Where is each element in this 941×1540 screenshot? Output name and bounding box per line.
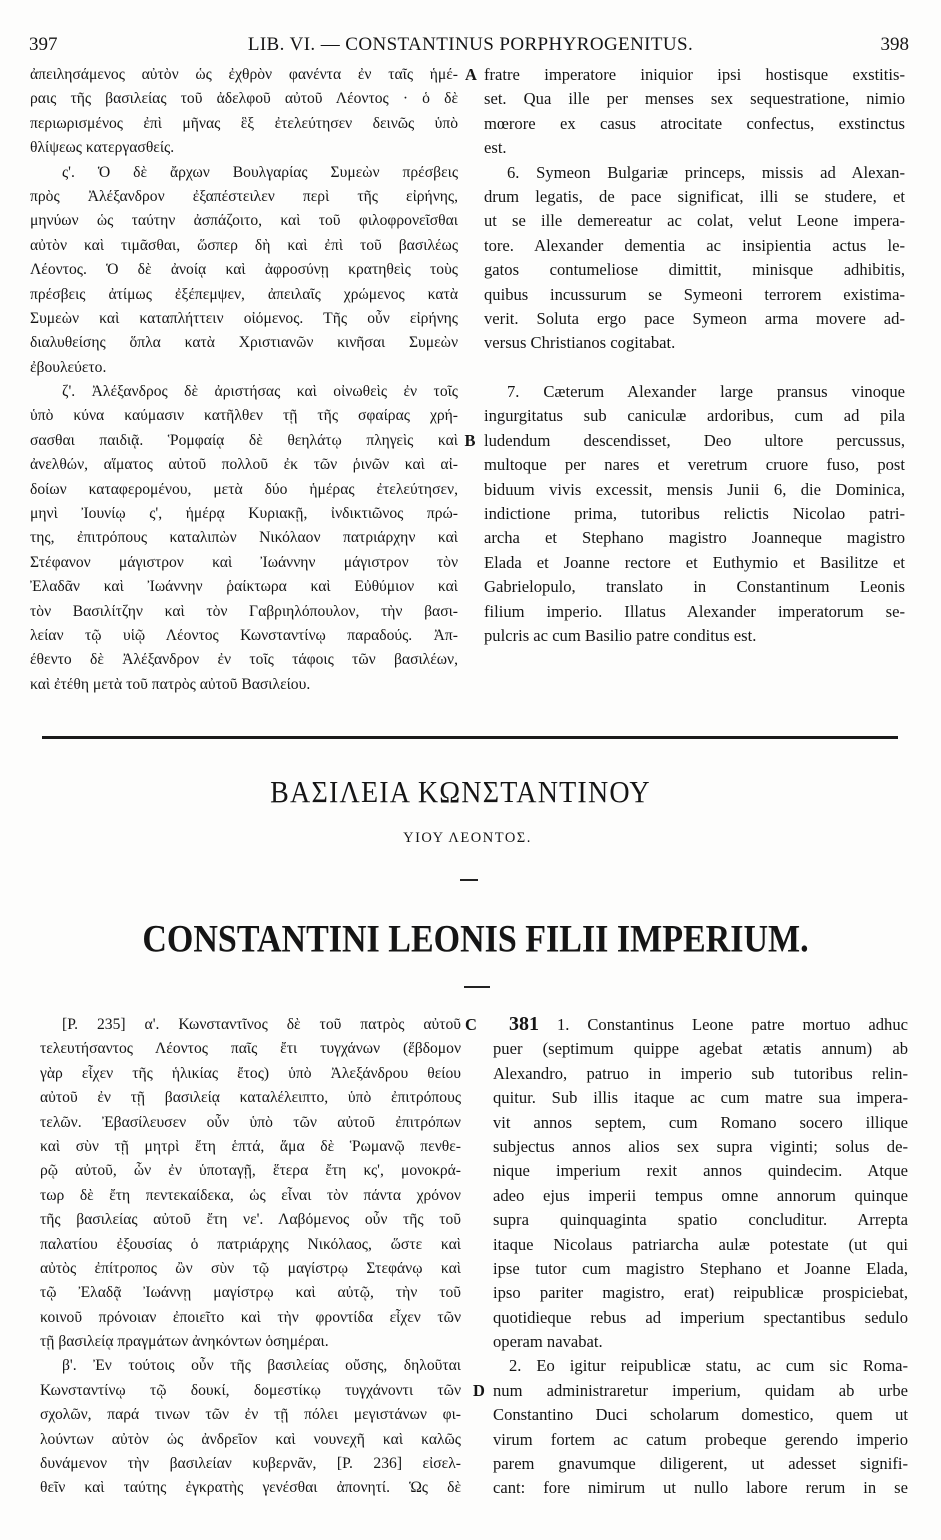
latin-line: mœrore ex casus atrocitate confectus, exstinctus <box>484 113 905 133</box>
latin-line: biduum vivis excessit, mensis Junii 6, die Dominica, <box>484 479 905 499</box>
greek-line: θεῖν καὶ ταύτης ἐγκρατὴς γενέσθαι ἀπονητί. Ὡς δὲ <box>40 1479 461 1497</box>
greek-line: λούντων αὐτὸν ὡς ἀνδρεῖον καὶ νουνεχῆ καὶ καλῶς <box>40 1430 461 1448</box>
greek-line: κοινοῦ πρόνοιαν ἐποιεῖτο καὶ τὴν φροντίδα εἶχεν τῶν <box>40 1308 461 1326</box>
latin-line: pulcris ac cum Basilio patre conditus est. <box>484 625 757 645</box>
latin-line: ipso pariter magistro, erat) reipublicæ prospiciebat, <box>493 1283 908 1303</box>
latin-line: num administraretur imperium, quidam ab urbe <box>493 1380 908 1400</box>
title-dash <box>460 879 478 881</box>
latin-line: supra quinquaginta spatio concluditur. Arrepta <box>493 1210 908 1230</box>
latin-line: quibus incussurum se Symeoni terrorem existima- <box>484 284 905 304</box>
latin-line: ingurgitatus sub caniculæ ardoribus, cum ad pila <box>484 406 905 426</box>
latin-line: archa et Stephano magistro Joanneque magistro <box>484 528 905 548</box>
greek-line: ς'. Ὁ δὲ ἄρχων Βουλγαρίας Συμεὼν πρέσβεις <box>62 163 458 181</box>
greek-line: περιωρισμένος ἐπὶ μῆνας ἓξ ἐτελεύτησεν δεινῶς ὑπὸ <box>30 114 458 132</box>
margin-letter: C <box>465 1015 477 1034</box>
greek-line: ζ'. Ἀλέξανδρος δὲ ἀριστήσας καὶ οἰνωθεὶς ἐν τοῖς <box>62 383 458 401</box>
latin-line: quitur. Sub illis itaque ac cum matre sua impera- <box>493 1088 908 1108</box>
greek-column-bottom <box>40 1013 461 1501</box>
greek-line: ἀπειλησάμενος αὐτὸν ὡς ἐχθρὸν φανέντα ἐν ταῖς ἡμέ- <box>30 66 458 83</box>
latin-line-first <box>493 1013 908 1037</box>
latin-line: indictione prima, tutoribus relictis Nicolao patri- <box>484 504 905 524</box>
greek-line: καὶ σὺν τῇ μητρὶ ἔτη ἑπτά, ἅμα δὲ Ῥωμανῷ πενθε- <box>40 1137 461 1155</box>
greek-line: τωρ δὲ ἔτη πεντεκαίδεκα, ὡς εἶναι τὸν πάντα χρόνον <box>40 1186 461 1204</box>
latin-line: filium imperio. Illatus Alexander imperatorum se- <box>484 601 905 621</box>
greek-line: Στέφανον μάγιστρον καὶ Ἰωάννην μάγιστρον τὸν <box>30 553 458 571</box>
latin-line: Gabrielopulo, translato in Constantinum Leonis <box>484 577 905 597</box>
latin-line: versus Christianos cogitabat. <box>484 333 676 353</box>
latin-line: cant: fore nimirum ut nullo labore rerum in se <box>493 1478 908 1498</box>
column-number: 381 <box>509 1013 539 1035</box>
latin-line: 2. Eo igitur reipublicæ statu, ac cum sic Roma- <box>509 1356 908 1376</box>
latin-line: virum fortem ac catum probeque gerendo imperio <box>493 1429 908 1449</box>
greek-line: Κωνσταντίνῳ τῷ δουκί, δομεστίκῳ τυγχάνοντι τῶν <box>40 1381 461 1399</box>
greek-line: αὐτοῦ ἐν τῇ βασιλείᾳ καταλέλειπτο, ὑπὸ ἐπιτρόπους <box>40 1089 461 1107</box>
latin-line: set. Qua ille per menses sex sequestratione, nimio <box>484 89 905 109</box>
greek-line: παλατίου ἐξουσίας ὁ πατριάρχης Νικόλαος, ὥστε καὶ <box>40 1235 461 1253</box>
title-dash <box>464 986 490 988</box>
latin-column-bottom <box>493 1013 908 1501</box>
greek-line: θλίψεως κατεργασθείς. <box>30 139 175 157</box>
greek-line: πρὸς Ἀλέξανδρον ἐξαπέστειλεν περὶ τῆς εἰρήνης, <box>30 187 458 205</box>
latin-column-top <box>484 63 905 648</box>
greek-line: ὑπὸ κύνα καύμασιν κατῆλθεν τῇ τῆς σφαίρας χρή- <box>30 407 458 425</box>
greek-line: μηνὶ Ἰουνίῳ ς', ἡμέρᾳ Κυριακῇ, ἰνδικτιῶνος πρώ- <box>30 505 458 523</box>
section-rule <box>42 736 898 739</box>
greek-line: αὐτὸν καὶ τιμᾶσθαι, ὥσπερ δὴ καὶ ἐπὶ τοῦ βασιλέως <box>30 236 458 254</box>
title-latin: CONSTANTINI LEONIS FILII IMPERIUM. <box>142 918 809 961</box>
margin-letter: D <box>473 1381 485 1400</box>
greek-line: Συμεὼν καὶ καταπλήττειν οἰόμενος. Τῆς οὖν εἰρήνης <box>30 309 458 327</box>
latin-line: vit annos septem, cum Romano socero illique <box>493 1112 908 1132</box>
latin-line: Constantino Duci scholarum domestico, quem ut <box>493 1405 908 1425</box>
latin-line: operam navabat. <box>493 1332 603 1352</box>
greek-line: καὶ ἐτέθη μετὰ τοῦ πατρὸς αὐτοῦ Βασιλείου. <box>30 675 311 693</box>
blank-line <box>484 356 905 380</box>
greek-line: της, ἐπιτρόπους καταλιπὼν Νικόλαον πατριάρχην καὶ <box>30 529 458 547</box>
latin-line: fratre imperatore iniquior ipsi hostisque exstitis- <box>484 65 905 84</box>
greek-line: [P. 235] α'. Κωνσταντῖνος δὲ τοῦ πατρὸς αὐτοῦ <box>62 1016 461 1033</box>
greek-line: σασθαι παιδιᾷ. Ῥομφαίᾳ δὲ θεηλάτῳ πληγεὶς καὶ <box>30 431 458 449</box>
latin-line: ipse tutor cum magistro Stephano et Joanne Elada, <box>493 1258 908 1278</box>
latin-line-text: 1. Constantinus Leone patre mortuo adhuc <box>556 1015 908 1034</box>
greek-line: σχολῶν, παρά τινων τῶν ἐν τῇ πόλει μεγιστάνων φι- <box>40 1406 461 1424</box>
greek-line: λείαν τῷ υἱῷ Λέοντος Κωνσταντίνῳ παραδούς. Ἀπ- <box>30 626 458 644</box>
greek-line: Ἐλαδᾶν καὶ Ἰωάννην ῥαίκτωρα καὶ Εὐθύμιον καὶ <box>30 578 458 596</box>
greek-line: δυνάμενον τὴν βασιλείαν κυβερνᾶν, [P. 236] εἰσελ- <box>40 1455 461 1473</box>
greek-line: δοίων καταφερομένου, μετὰ δύο ἡμέρας ἐτελεύτησεν, <box>30 480 458 498</box>
greek-line: ἐβουλεύετο. <box>30 358 107 376</box>
greek-line: τῷ Ἐλαδᾷ Ἰωάννῃ μαγίστρῳ καὶ αὐτῷ, τὴν τοῦ <box>40 1284 461 1302</box>
greek-line: γὰρ εἶχεν τῆς ἡλικίας ἔτος) ὑπὸ Ἀλεξάνδρου θείου <box>40 1064 461 1082</box>
greek-line: τῆς βασιλείας αὐτοῦ ἔτη νε'. Λαβόμενος οὖν τῆς τοῦ <box>40 1211 461 1229</box>
greek-line: Λέοντος. Ὁ δὲ ἀνοίᾳ καὶ ἀφροσύνῃ κρατηθεὶς τοὺς <box>30 261 458 279</box>
latin-line: ut se ille demereatur ac colat, velut Leone impera- <box>484 211 905 231</box>
latin-line: puer (septimum quippe agebat ætatis annum) ab <box>493 1039 908 1059</box>
greek-line: β'. Ἐν τούτοις οὖν τῆς βασιλείας οὔσης, δηλοῦται <box>62 1357 461 1375</box>
title-greek: ΒΑΣΙΛΕΙΑ ΚΩΝΣΤΑΝΤΙΝΟΥ <box>270 775 651 810</box>
greek-line: ἀνελθών, αἵματος αὐτοῦ πολλοῦ ἐκ τῶν ῥινῶν καὶ αἰ- <box>30 456 458 474</box>
latin-line: Alexandro, patruo in imperio sub tutoribus relin- <box>493 1063 908 1083</box>
margin-letter: B <box>464 431 476 450</box>
latin-line: 6. Symeon Bulgariæ princeps, missis ad Alexan- <box>507 162 905 182</box>
margin-letter: A <box>465 65 477 84</box>
greek-line: μηνύων ὡς ταύτην ἀσπάζοιτο, καὶ τοῦ φιλοφρονεῖσθαι <box>30 212 458 230</box>
page-number-left: 397 <box>29 34 58 55</box>
latin-line: quotidieque rebus ad imperium spectantibus sedulo <box>493 1307 908 1327</box>
latin-line: parem gnavumque diligerent, ut adesset signifi- <box>493 1454 908 1474</box>
latin-line: est. <box>484 138 507 158</box>
greek-line: ρῷ αὐτοῦ, ὧν ἐν ὑποταγῇ, ἕτερα ἔτη κς', μονοκρά- <box>40 1162 461 1180</box>
greek-line: διαλυθείσης ὅπλα κατὰ Χριστιανῶν κινῆσαι Συμεὼν <box>30 334 458 352</box>
greek-line: τῇ βασιλείᾳ πραγμάτων ἀνηκόντων ὁσημέραι. <box>40 1333 329 1351</box>
latin-line: subjectus annos alios sex supra viginti; solus de- <box>493 1136 908 1156</box>
running-head: LIB. VI. — CONSTANTINUS PORPHYROGENITUS. <box>247 34 694 55</box>
latin-line: ludendum descendisset, Deo ultore percussus, <box>484 430 905 450</box>
latin-line: 7. Cæterum Alexander large pransus vinoque <box>507 382 905 402</box>
greek-line: αὐτὸς ἐπίτροπος ὢν σὺν τῷ μαγίστρῳ Στεφάνῳ καὶ <box>40 1259 461 1277</box>
page-number-right: 398 <box>880 34 909 55</box>
greek-line: πρέσβεις ἀτίμως ἐξέπεμψεν, ἀπειλαῖς χρώμενος κατὰ <box>30 285 458 303</box>
greek-line: έθεντο δὲ Ἀλέξανδρον ἐν τοῖς τάφοις τῶν βασιλέων, <box>30 651 458 669</box>
latin-line: tore. Alexander dementia ac insipientia actus le- <box>484 235 905 255</box>
subtitle-greek: ΥΙΟΥ ΛΕΟΝΤΟΣ. <box>403 830 532 846</box>
latin-line: adeo ejus imperii tempus omne annorum quinque <box>493 1185 908 1205</box>
latin-line: verit. Soluta ergo pace Symeon arma movere ad- <box>484 308 905 328</box>
greek-line: τελευτήσαντος Λέοντος παῖς ἔτι τυγχάνων (ἕβδομον <box>40 1040 461 1058</box>
latin-line: multoque per nares et veretrum cruore fuso, post <box>484 455 905 475</box>
greek-line: τὸν Βασιλίτζην καὶ τὸν Γαβριηλόπουλον, τὴν βασι- <box>30 602 458 620</box>
greek-column-top <box>30 63 458 697</box>
greek-line: τελῶν. Ἐβασίλευσεν οὖν ὑπὸ τῶν αὐτοῦ ἐπιτρόπων <box>40 1113 461 1131</box>
greek-line: ραις τῆς βασιλείας τοῦ ἀδελφοῦ αὐτοῦ Λέοντος · ὁ δὲ <box>30 90 458 108</box>
latin-line: itaque Nicolaus patriarcha aulæ potestate (ut qui <box>493 1234 908 1254</box>
latin-line: gatos contumeliose dimittit, minisque adhibitis, <box>484 260 905 280</box>
latin-line: Elada et Joanne rectore et Euthymio et Basilitze et <box>484 552 905 572</box>
latin-line: nique imperium rexit annos quindecim. Atque <box>493 1161 908 1181</box>
latin-line: drum legatis, de pace significat, illi se studere, et <box>484 186 905 206</box>
